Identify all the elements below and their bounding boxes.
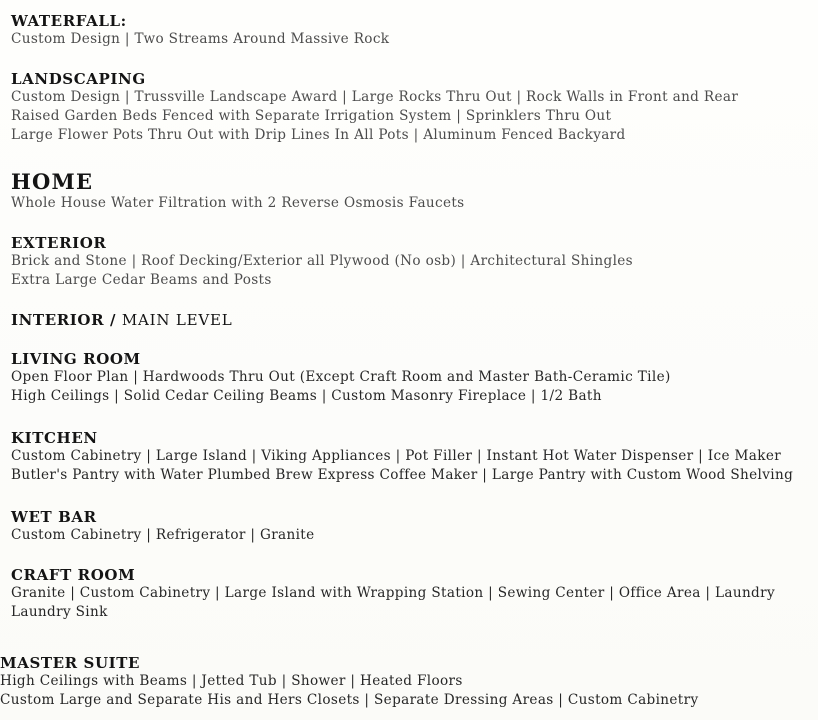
section-line: Custom Cabinetry | Refrigerator | Granite [11,527,315,543]
section-line: Extra Large Cedar Beams and Posts [11,272,272,288]
section-line: Brick and Stone | Roof Decking/Exterior all Plywood (No osb) | Architectural Shingles [11,253,633,269]
section-line: Laundry Sink [11,604,108,620]
section-kitchen [11,429,793,485]
section-craft-room [11,566,775,622]
section-line: Large Flower Pots Thru Out with Drip Lines In All Pots | Aluminum Fenced Backyard [11,127,626,143]
section-line: Granite | Custom Cabinetry | Large Island with Wrapping Station | Sewing Center | Office Area | Laundry [11,585,775,601]
section-line: High Ceilings | Solid Cedar Ceiling Beams | Custom Masonry Fireplace | 1/2 Bath [11,388,602,404]
section-line: Custom Design | Trussville Landscape Award | Large Rocks Thru Out | Rock Walls in Front and Rear [11,89,739,105]
section-line: Whole House Water Filtration with 2 Reverse Osmosis Faucets [11,195,465,211]
section-heading: WET BAR [11,508,97,526]
section-exterior [11,234,633,290]
section-heading-main: INTERIOR / [11,311,117,329]
section-heading: HOME [11,169,94,194]
section-wet-bar [11,508,315,545]
section-subheading: MAIN LEVEL [121,311,233,329]
section-waterfall [11,12,389,49]
section-landscaping [11,70,738,145]
section-heading: KITCHEN [11,429,98,447]
section-heading: WATERFALL: [11,12,127,30]
section-line: Custom Design | Two Streams Around Massive Rock [11,31,390,47]
section-heading: LANDSCAPING [11,70,146,88]
section-heading: MASTER SUITE [0,654,141,672]
section-line: Custom Large and Separate His and Hers Closets | Separate Dressing Areas | Custom Cabinetry [0,692,699,708]
section-line: Open Floor Plan | Hardwoods Thru Out (Except Craft Room and Master Bath-Ceramic Tile) [11,369,671,385]
section-interior [11,311,233,329]
section-home [11,170,465,213]
section-heading: CRAFT ROOM [11,566,136,584]
section-heading: EXTERIOR [11,234,107,252]
section-line: High Ceilings with Beams | Jetted Tub | Shower | Heated Floors [0,673,463,689]
section-line: Raised Garden Beds Fenced with Separate Irrigation System | Sprinklers Thru Out [11,108,612,124]
section-heading [11,311,233,329]
section-living-room [11,350,671,406]
section-master-suite [0,654,698,710]
section-line: Butler's Pantry with Water Plumbed Brew Express Coffee Maker | Large Pantry with Custom Wood Shelving [11,467,794,483]
section-heading: LIVING ROOM [11,350,141,368]
section-line: Custom Cabinetry | Large Island | Viking Appliances | Pot Filler | Instant Hot Water Dispenser | Ice Maker [11,448,782,464]
